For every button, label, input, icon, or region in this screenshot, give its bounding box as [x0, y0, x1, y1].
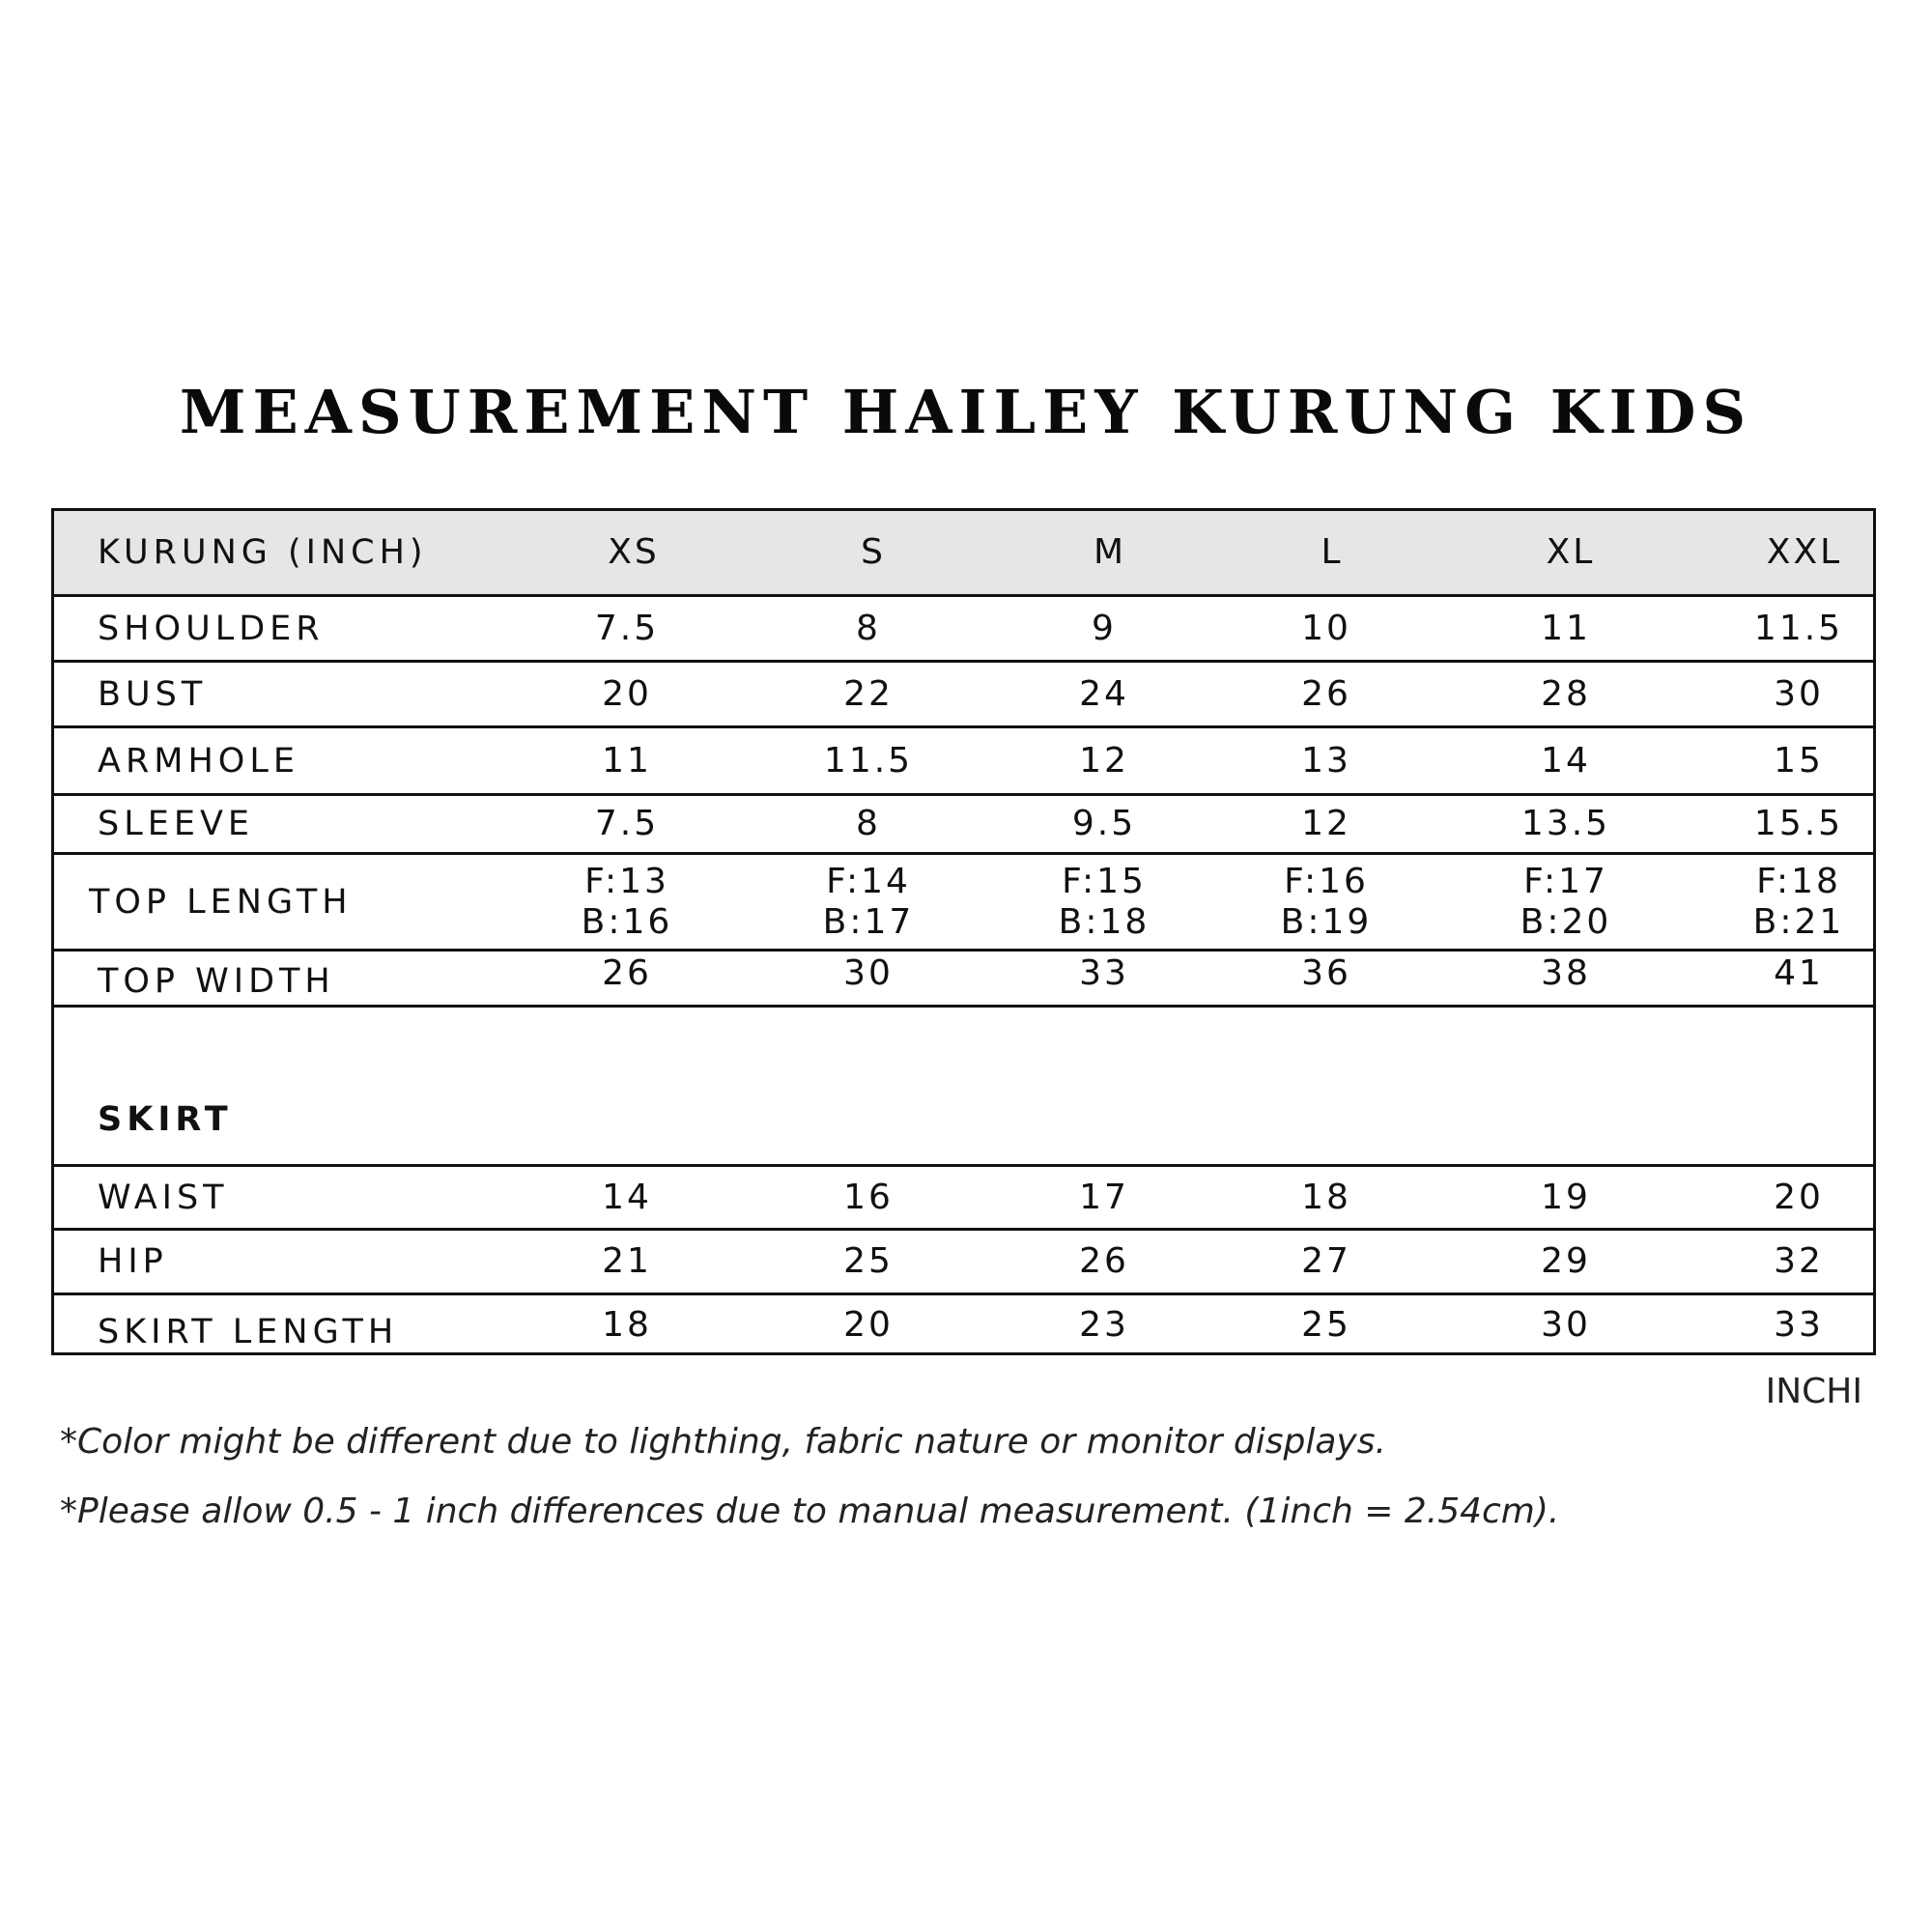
- cell-m: 9: [1092, 608, 1117, 648]
- front-value: F:17: [1523, 861, 1608, 901]
- size-chart-table: [51, 508, 1876, 1355]
- page-title: MEASUREMENT HAILEY KURUNG KIDS: [179, 377, 1753, 447]
- cell-xl: 29: [1541, 1241, 1591, 1281]
- row-label: SLEEVE: [98, 805, 255, 843]
- cell-xl: [1469, 855, 1662, 949]
- cell-m: 12: [1079, 740, 1129, 781]
- cell-xl: 19: [1541, 1177, 1591, 1217]
- front-value: F:15: [1062, 861, 1147, 901]
- header-size-xs: XS: [608, 532, 660, 572]
- row-label: WAIST: [98, 1178, 229, 1217]
- cell-m: 17: [1079, 1177, 1129, 1217]
- cell-xs: 7.5: [594, 608, 660, 648]
- back-value: B:21: [1752, 901, 1845, 942]
- cell-xl: 13.5: [1520, 804, 1611, 843]
- cell-m: 33: [1079, 953, 1129, 993]
- back-value: B:19: [1280, 901, 1373, 942]
- cell-xxl: 41: [1774, 953, 1824, 993]
- cell-m: 23: [1079, 1305, 1129, 1345]
- cell-xs: 7.5: [594, 804, 660, 843]
- cell-xs: 14: [602, 1177, 652, 1217]
- unit-label: INCHI: [1765, 1372, 1862, 1411]
- cell-l: 10: [1301, 608, 1351, 648]
- cell-xxl: 30: [1774, 673, 1824, 714]
- cell-s: 11.5: [823, 740, 914, 781]
- cell-l: 27: [1301, 1241, 1351, 1281]
- row-label: TOP WIDTH: [98, 962, 335, 1001]
- header-size-xl: XL: [1546, 532, 1596, 572]
- cell-xxl: 33: [1774, 1305, 1824, 1345]
- cell-s: 22: [843, 673, 894, 714]
- table-row-top-width: [54, 952, 1873, 1008]
- cell-xxl: 32: [1774, 1241, 1824, 1281]
- cell-s: 20: [843, 1305, 894, 1345]
- cell-s: 8: [856, 608, 881, 648]
- cell-m: 24: [1079, 673, 1129, 714]
- cell-xxl: [1702, 855, 1895, 949]
- cell-l: 26: [1301, 673, 1351, 714]
- row-label: SHOULDER: [98, 609, 325, 648]
- cell-s: [772, 855, 965, 949]
- cell-xxl: 15: [1774, 740, 1824, 781]
- cell-m: 9.5: [1071, 804, 1137, 843]
- cell-xxl: 15.5: [1753, 804, 1844, 843]
- cell-xxl: 11.5: [1753, 608, 1844, 648]
- row-label: HIP: [98, 1242, 168, 1281]
- cell-xl: 11: [1541, 608, 1591, 648]
- cell-xs: 21: [602, 1241, 652, 1281]
- cell-l: 12: [1301, 804, 1351, 843]
- back-value: B:18: [1058, 901, 1151, 942]
- header-label: KURUNG (INCH): [98, 533, 428, 572]
- back-value: B:20: [1520, 901, 1612, 942]
- header-size-xxl: XXL: [1766, 532, 1843, 572]
- cell-s: 16: [843, 1177, 894, 1217]
- measurement-disclaimer-note: *Please allow 0.5 - 1 inch differences due to manual measurement. (1inch = 2.54cm).: [60, 1492, 1560, 1531]
- table-row-waist: [54, 1167, 1873, 1231]
- cell-l: 13: [1301, 740, 1351, 781]
- table-header-row: [54, 511, 1873, 597]
- skirt-section-label: SKIRT: [98, 1100, 233, 1139]
- cell-xs: 26: [602, 953, 652, 993]
- cell-xs: 20: [602, 673, 652, 714]
- header-size-s: S: [861, 532, 886, 572]
- table-row-skirt-length: [54, 1295, 1873, 1355]
- table-row-sleeve: [54, 796, 1873, 855]
- cell-m: [1008, 855, 1201, 949]
- row-label: SKIRT LENGTH: [98, 1313, 399, 1351]
- cell-l: 18: [1301, 1177, 1351, 1217]
- cell-xs: 11: [602, 740, 652, 781]
- table-row-armhole: [54, 728, 1873, 796]
- header-size-m: M: [1093, 532, 1127, 572]
- cell-s: 8: [856, 804, 881, 843]
- cell-xxl: 20: [1774, 1177, 1824, 1217]
- front-value: F:14: [826, 861, 911, 901]
- color-disclaimer-note: *Color might be different due to lighthing, fabric nature or monitor displays.: [60, 1422, 1386, 1462]
- cell-l: 25: [1301, 1305, 1351, 1345]
- row-label: TOP LENGTH: [89, 882, 353, 922]
- table-row-shoulder: [54, 597, 1873, 663]
- cell-l: 36: [1301, 953, 1351, 993]
- cell-l: [1230, 855, 1423, 949]
- front-value: F:13: [584, 861, 669, 901]
- cell-xl: 38: [1541, 953, 1591, 993]
- cell-s: 30: [843, 953, 894, 993]
- front-value: F:18: [1756, 861, 1841, 901]
- header-size-l: L: [1321, 532, 1344, 572]
- back-value: B:16: [581, 901, 673, 942]
- cell-s: 25: [843, 1241, 894, 1281]
- cell-xs: [530, 855, 724, 949]
- table-row-top-length: [54, 855, 1873, 952]
- cell-m: 26: [1079, 1241, 1129, 1281]
- back-value: B:17: [822, 901, 915, 942]
- cell-xl: 14: [1541, 740, 1591, 781]
- cell-xs: 18: [602, 1305, 652, 1345]
- front-value: F:16: [1284, 861, 1369, 901]
- cell-xl: 30: [1541, 1305, 1591, 1345]
- row-label: BUST: [98, 674, 208, 714]
- table-row-hip: [54, 1231, 1873, 1295]
- row-label: ARMHOLE: [98, 741, 299, 781]
- cell-xl: 28: [1541, 673, 1591, 714]
- table-row-bust: [54, 663, 1873, 728]
- skirt-section-row: [54, 1008, 1873, 1167]
